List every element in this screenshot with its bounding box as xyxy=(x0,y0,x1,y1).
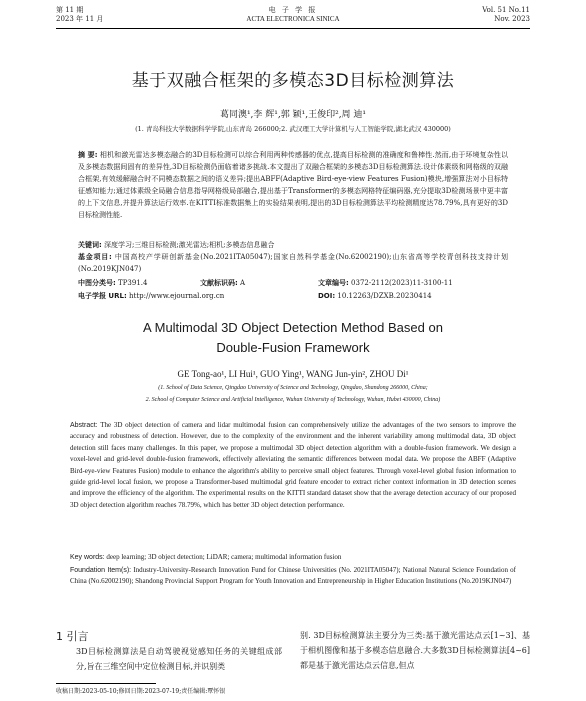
section-heading-intro: 1 引言 xyxy=(56,630,89,643)
fund-text-zh: 中国高校产学研创新基金(No.2021ITA05047);国家自然科学基金(No.62002190);山东省高等学校青创科技支持计划(No.2019KJN047) xyxy=(78,253,508,273)
issue-date: 2023 年 11 月 xyxy=(56,15,104,23)
volume-number: Vol. 51 No.11 xyxy=(482,6,530,14)
fund-zh xyxy=(78,251,508,275)
keywords-text-en: deep learning; 3D object detection; LiDAR; camera; multimodal information fusion xyxy=(106,553,342,561)
abstract-text-zh: 相机和激光雷达多模态融合的3D目标检测可以综合利用两种传感器的优点,提高目标检测的准确度和鲁棒性.然而,由于环境复杂性以及多模态数据间固有的差异性,3D目标检测仍面临着诸多挑战.本文提出了双融合框架的多模态3D目标检测算法.设计体素级和网格级的双融合框架,有效缓解融合时不同模态数据之间的语义差异;提出ABFF(Adaptive Bird-eye-view Features Fusion)模块,增强算法对小目标特征感知能力;通过体素级全局融合信息指导网格级局部融合,提出基于Transformer的多模态网格特征编码器,充分提取3D检测场景中更丰富的上下文信息,并提升算法运行效率.在KITTI标准数据集上的实验结果表明,提出的3D目标检测算法平均检测精度达78.79%,具有更好的3D目标检测性能. xyxy=(78,151,508,219)
journal-name-zh: 电 子 学 报 xyxy=(268,6,318,14)
keywords-zh xyxy=(78,239,508,251)
doc-code-value: A xyxy=(240,279,246,287)
affiliation-en-1: (1. School of Data Science, Qingdao University of Science and Technology, Qingdao, Shandong 266000, China; xyxy=(158,385,428,391)
doi xyxy=(318,291,432,301)
authors-en: GE Tong-ao¹, LI Hui¹, GUO Ying¹, WANG Jun-yin², ZHOU Di¹ xyxy=(177,369,409,379)
journal-url xyxy=(78,291,224,301)
paper-title-en-line1: A Multimodal 3D Object Detection Method Based on xyxy=(143,320,443,335)
fund-en xyxy=(70,565,516,588)
keywords-text-zh: 深度学习;三维目标检测;激光雷达;相机;多模态信息融合 xyxy=(104,241,275,249)
paper-title-zh: 基于双融合框架的多模态3D目标检测算法 xyxy=(131,71,455,91)
journal-url-link[interactable]: http://www.ejournal.org.cn xyxy=(129,292,225,300)
clc-value: TP391.4 xyxy=(118,279,148,287)
paper-title-en xyxy=(60,318,526,358)
keywords-label-zh: 关键词: xyxy=(78,241,102,249)
clc xyxy=(78,278,147,288)
clc-label: 中图分类号: xyxy=(78,279,116,287)
footnote-rule xyxy=(56,683,156,684)
article-number xyxy=(318,278,453,288)
doi-link[interactable]: 10.12263/DZXB.20230414 xyxy=(337,292,432,300)
abstract-text-en: The 3D object detection of camera and lidar multimodal fusion can comprehensively utilize the advantages of the two sensors to improve the accuracy and robustness of detection. However, due to the complexity of the environment and the inherent variability among multimodal data, 3D object detection still faces many challenges. In this paper, we propose a multimodal 3D object detection algorithm with a double-fusion framework. We design a voxel-level and grid-level double-fusion framework, effectively alleviating the semantic differences between modal data. We propose the ABFF (Adaptive Bird-eye-view Features Fusion) module to enhance the algorithm's ability to perceive small object features. Through voxel-level global fusion information to guide grid-level local fusion, we propose a Transformer-based multimodal grid feature encoder to extract richer context information in 3D detection scenes and improve the efficiency of the algorithm. The experimental results on the KITTI standard dataset show that the average detection accuracy of our proposed 3D object detection algorithm reaches 78.79%, which has better 3D object detection performance. xyxy=(70,421,516,509)
issue-number: 第 11 期 xyxy=(56,6,84,14)
journal-name-en: ACTA ELECTRONICA SINICA xyxy=(246,15,340,23)
received-date-footnote: 收稿日期:2023-05-10;修回日期:2023-07-19;责任编辑:覃怀银 xyxy=(56,688,226,695)
header-rule xyxy=(56,28,530,29)
abstract-label-zh: 摘 要: xyxy=(78,151,98,159)
journal-name xyxy=(56,6,530,24)
affiliation-en-2: 2. School of Computer Science and Artificial Intelligence, Wuhan University of Technology, Wuhan, Hubei 430000, China) xyxy=(145,397,441,403)
journal-url-label: 电子学报 URL: xyxy=(78,292,127,300)
intro-column-left: 3D目标检测算法是自动驾驶视觉感知任务的关键组成部分,旨在三维空间中定位检测目标,并识别类 xyxy=(76,647,282,671)
keywords-en xyxy=(70,552,516,563)
fund-label-zh: 基金项目: xyxy=(78,253,112,261)
doc-code-label: 文献标识码: xyxy=(200,279,238,287)
abstract-en xyxy=(70,420,516,511)
article-number-value: 0372-2112(2023)11-3100-11 xyxy=(351,279,453,287)
abstract-label-en: Abstract: xyxy=(70,422,98,429)
affiliation-zh: (1. 青岛科技大学数据科学学院,山东青岛 266000;2. 武汉理工大学计算机与人工智能学院,湖北武汉 430000) xyxy=(135,125,451,133)
running-header xyxy=(56,6,530,28)
keywords-label-en: Key words: xyxy=(70,554,105,561)
volume-info xyxy=(482,6,530,24)
doi-label: DOI: xyxy=(318,292,336,300)
fund-label-en: Foundation Item(s): xyxy=(70,567,132,574)
volume-date: Nov. 2023 xyxy=(494,15,530,23)
intro-column-right: 别. 3D目标检测算法主要分为三类:基于激光雷达点云[1~3]、基于相机图像和基于多模态信息融合.大多数3D目标检测算法[4~6]都是基于激光雷达点云信息,但点 xyxy=(300,631,530,670)
doc-code xyxy=(200,278,245,288)
authors-zh: 葛同澳¹,李 辉¹,郭 颖¹,王俊印²,周 迪¹ xyxy=(219,110,367,120)
paper-title-en-line2: Double-Fusion Framework xyxy=(216,340,370,355)
article-number-label: 文章编号: xyxy=(318,279,349,287)
abstract-zh xyxy=(78,149,508,221)
fund-text-en: Industry-University-Research Innovation Fund for Chinese Universities (No. 2021ITA05047); National Natural Science Foundation of China (No.62002190); Shandong Provincial Support Program for Youth Innovation and Entrepreneurship in Higher Education Institutions (No.2019KJN047) xyxy=(70,566,516,586)
